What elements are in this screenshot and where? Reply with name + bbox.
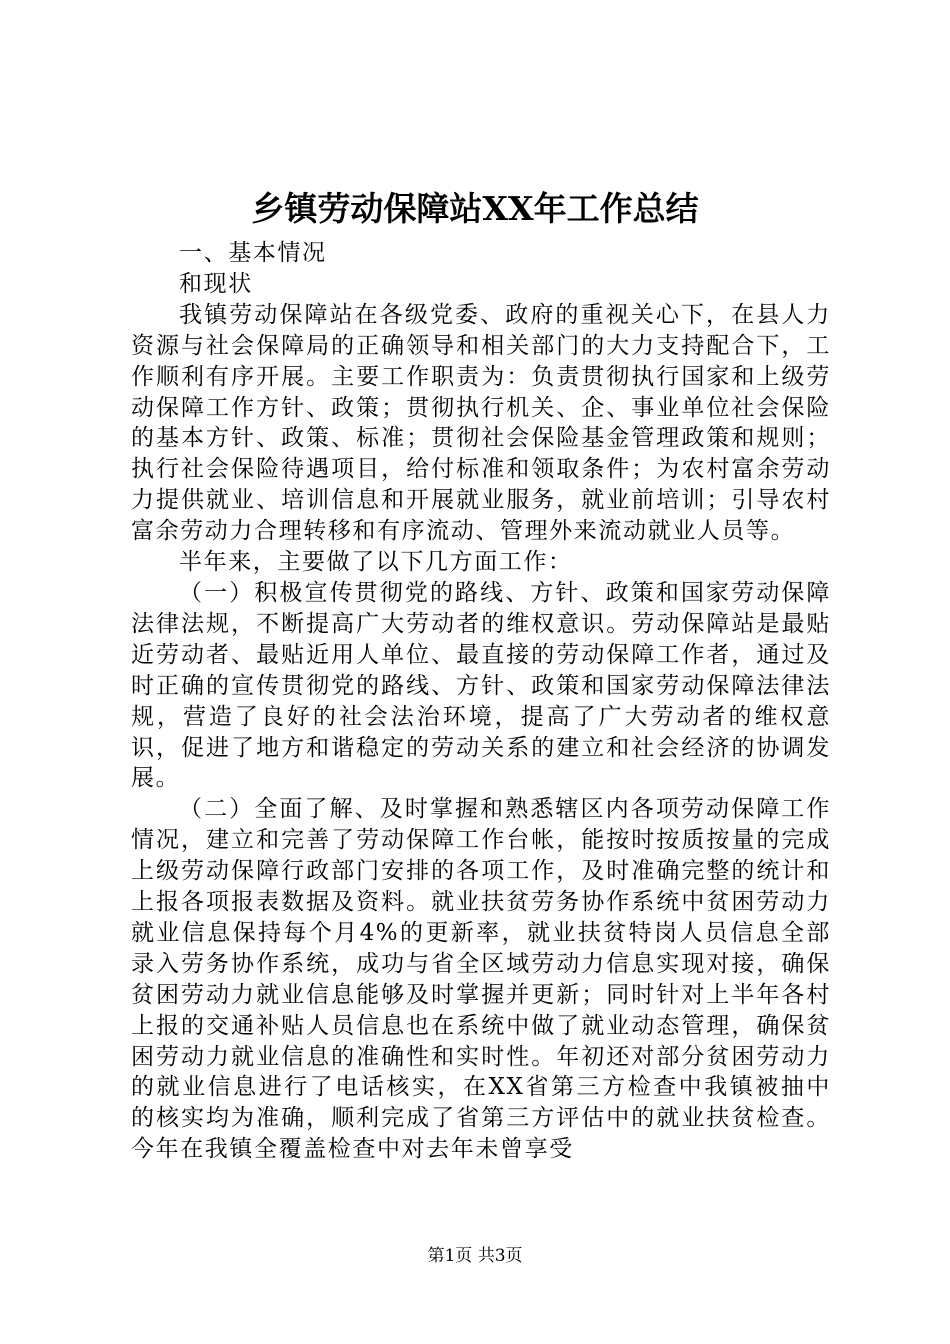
document-title: 乡镇劳动保障站XX年工作总结 (251, 189, 699, 228)
document-body (131, 238, 831, 1165)
page-footer: 第1页 共3页 (427, 1246, 523, 1266)
section-heading-continuation: 和现状 (179, 270, 253, 297)
paragraph-overview: 我镇劳动保障站在各级党委、政府的重视关心下，在县人力资源与社会保障局的正确领导和相关部门的大力支持配合下，工作顺利有序开展。主要工作职责为：负责贯彻执行国家和上级劳动保障工作方针、政策；贯彻执行机关、企、事业单位社会保险的基本方针、政策、标准；贯彻社会保险基金管理政策和规则；执行社会保险待遇项目，给付标准和领取条件；为农村富余劳动力提供就业、培训信息和开展就业服务，就业前培训；引导农村富余劳动力合理转移和有序流动、管理外来流动就业人员等。 (131, 301, 831, 545)
paragraph-item-1: （一）积极宣传贯彻党的路线、方针、政策和国家劳动保障法律法规，不断提高广大劳动者的维权意识。劳动保障站是最贴近劳动者、最贴近用人单位、最直接的劳动保障工作者，通过及时正确的宣传贯彻党的路线、方针、政策和国家劳动保障法律法规，营造了良好的社会法治环境，提高了广大劳动者的维权意识，促进了地方和谐稳定的劳动关系的建立和社会经济的协调发展。 (131, 579, 831, 792)
paragraph-item-2: （二）全面了解、及时掌握和熟悉辖区内各项劳动保障工作情况，建立和完善了劳动保障工作台帐，能按时按质按量的完成上级劳动保障行政部门安排的各项工作，及时准确完整的统计和上报各项报表数据及资料。就业扶贫劳务协作系统中贫困劳动力就业信息保持每个月4%的更新率，就业扶贫特岗人员信息全部录入劳务协作系统，成功与省全区域劳动力信息实现对接，确保贫困劳动力就业信息能够及时掌握并更新；同时针对上半年各村上报的交通补贴人员信息也在系统中做了就业动态管理，确保贫困劳动力就业信息的准确性和实时性。年初还对部分贫困劳动力的就业信息进行了电话核实，在XX省第三方检查中我镇被抽中的核实均为准确，顺利完成了省第三方评估中的就业扶贫检查。今年在我镇全覆盖检查中对去年未曾享受 (131, 796, 831, 1163)
section-heading: 一、基本情况 (179, 240, 327, 266)
paragraph-intro: 半年来，主要做了以下几方面工作： (179, 549, 573, 576)
